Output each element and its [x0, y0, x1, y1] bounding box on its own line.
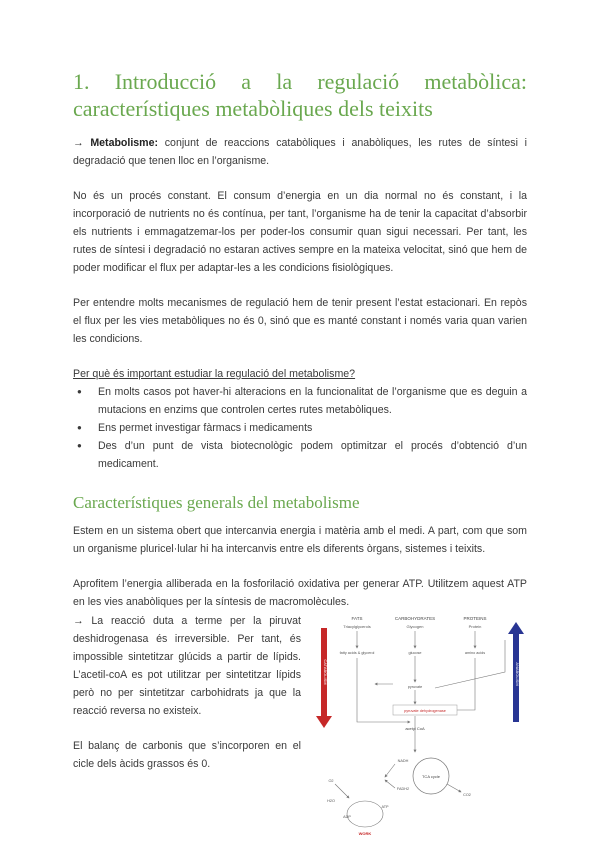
fadh2-label: FADH2	[396, 787, 410, 791]
pdh-label: pyruvate dehydrogenase	[404, 709, 446, 713]
page-title-line2: característiques metabòliques dels teixits	[73, 96, 433, 121]
proteins-label: PROTEINS	[463, 616, 487, 621]
paragraph-balanc: El balanç de carbonis que s’incorporen en el cicle dels àcids grassos és 0.	[73, 740, 301, 770]
work-label: WORK	[358, 831, 372, 836]
paragraph-atp: Aprofitem l’energia alliberada en la fosforilació oxidativa per generar ATP. Utilitzem aquest ATP en les vies anabòliques per la síntesis de macromolècules.	[73, 578, 527, 608]
protein-label: Protein	[468, 624, 482, 629]
catabolism-arrow	[316, 628, 332, 728]
atp-label: ATP	[381, 805, 389, 809]
anabolism-arrow	[508, 622, 524, 722]
carbohydrates-label: CARBOHYDRATES	[394, 616, 436, 621]
list-item: ● Des d’un punt de vista biotecnològic podem optimitzar el procés d’obtenció d’un medicament.	[87, 437, 527, 473]
acetyl-coa-label: acetyl CoA	[405, 726, 425, 731]
page-title-line1: 1. Introducció a la regulació metabòlica:	[73, 69, 527, 94]
list-item: ● En molts casos pot haver-hi alteracions en la funcionalitat de l’organisme que es deguin a mutacions en enzims que controlen certes rutes metabòliques.	[87, 383, 527, 419]
glucose-label: glucose	[408, 651, 422, 655]
o2-label: O2	[328, 779, 334, 783]
left-column	[73, 612, 301, 773]
paragraph-piruvat: → La reacció duta a terme per la piruvat deshidrogenasa és irreversible. Per tant, és impossible sintetitzar glúcids a partir de lípids. L’acetil-coA es pot utilitzar per sintetitzar lípids però no per sintetitzar carbohidrats ja que la reacció reversa no existeix.	[73, 615, 301, 717]
co2-label: CO2	[463, 793, 471, 797]
page-title	[73, 68, 527, 122]
paragraph-constant: No és un procés constant. El consum d’energia en un dia normal no és constant, i la incorporació de nutrients no és contínua, per tant, l’organisme ha de tenir la capacitat d’absorbir els nutrients i emmagatzemar-los per poder-los consumir quan sigui necessari. Per tant, les rutes de síntesi i degradació no estaran actives sempre en la mateixa velocitat, sinó que hem de poder modificar el flux per adaptar-les a les condicions fisiològiques.	[73, 190, 527, 274]
reasons-list	[73, 383, 527, 473]
page-content	[73, 68, 527, 611]
metabolisme-definition	[73, 134, 527, 170]
catabolism-label: CATABOLISM	[323, 659, 328, 685]
paragraph-estacionari: Per entendre molts mecanismes de regulació hem de tenir present l’estat estacionari. En repòs el flux per les vies metabòliques no és 0, sinó que es manté constant i només varia quan varien les condicions.	[73, 297, 527, 345]
amino-acids-label: amino acids	[464, 651, 486, 655]
fatty-acids-label: fatty acids & glycerol	[339, 651, 375, 655]
nadh-label: NADH	[397, 759, 409, 763]
metabolism-diagram	[315, 612, 527, 848]
metabolisme-text: conjunt de reaccions catabòliques i anabòliques, les rutes de síntesi i degradació que tenen lloc en l’organisme.	[73, 137, 527, 167]
triacylglycerols-label: Triacylglycerols	[343, 624, 371, 629]
pyruvate-label: pyruvate	[407, 685, 423, 689]
glycogen-label: Glycogen	[406, 624, 424, 629]
fats-label: FATS	[351, 616, 363, 621]
question-heading: Per què és important estudiar la regulació del metabolisme?	[73, 368, 356, 380]
adp-label: ADP	[343, 815, 351, 819]
h2o-label: H2O	[327, 799, 335, 803]
metabolism-diagram-svg	[315, 612, 527, 848]
paragraph-obert: Estem en un sistema obert que intercanvia energia i matèria amb el medi. A part, com que som un organisme pluricel·lular hi ha intercanvis entre els diferents òrgans, sistemes i teixits.	[73, 525, 527, 555]
arrow-icon: →	[73, 137, 84, 149]
metabolisme-term: Metabolisme:	[90, 137, 159, 149]
section-title: Característiques generals del metabolisme	[73, 493, 360, 512]
list-item: ● Ens permet investigar fàrmacs i medicaments	[87, 419, 527, 437]
anabolism-label: ANABOLISM	[515, 662, 520, 686]
tca-label: TCA cycle	[421, 774, 441, 779]
